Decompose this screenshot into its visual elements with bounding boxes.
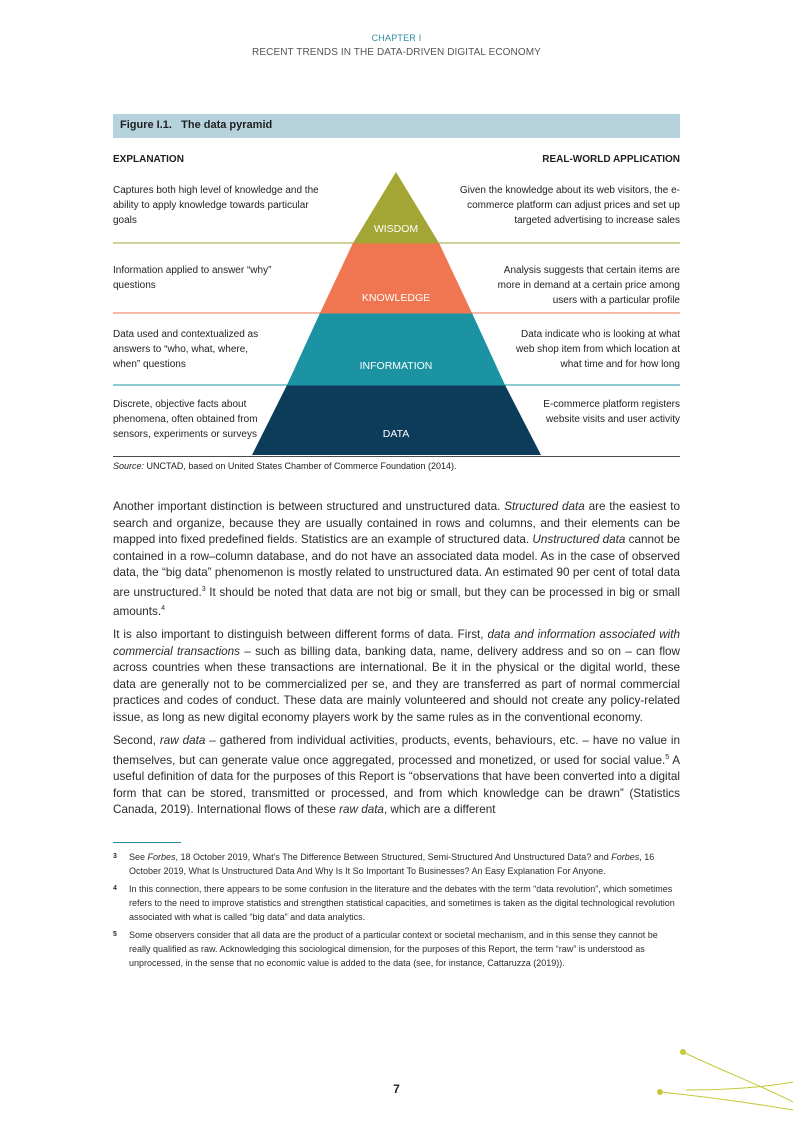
footnote-ref-4: 4 (161, 604, 165, 612)
explanation-data: Discrete, objective facts about phenomena, often obtained from sensors, experiments or surveys (113, 399, 258, 440)
chapter-title: RECENT TRENDS IN THE DATA-DRIVEN DIGITAL ECONOMY (252, 47, 541, 58)
label-wisdom: WISDOM (373, 223, 419, 235)
paragraph-1: Another important distinction is between structured and unstructured data. Structured data are the easiest to search and organize, because they are usually contained in rows and columns, and their elements can be mapped into fixed predefined fields. Statistics are an example of structured data. Unstructured data cannot be contained in a row–column database, and do not have an associated data model. As in the case of observed data, the “big data” phenomenon is mostly related to unstructured data. An estimated 90 per cent of total data are unstructured.$^3$ It should be noted that data are not big or small, but they can be processed in big or small amounts.$^4$ (113, 500, 680, 618)
figure-source: Source: UNCTAD, based on United States Chamber of Commerce Foundation (2014). (113, 461, 457, 471)
explanation-wisdom: Captures both high level of knowledge and the ability to apply knowledge towards particular goals (113, 185, 319, 226)
chapter-label: CHAPTER I (371, 33, 422, 43)
application-heading: REAL-WORLD APPLICATION (542, 154, 680, 165)
explanation-information: Data used and contextualized as answers to “who, what, where, when” questions (113, 329, 259, 370)
explanation-knowledge: Information applied to answer “why” questions (113, 265, 272, 291)
paragraph-3: Second, raw data – gathered from individual activities, products, events, behaviours, etc. – have no value in themselves, but can generate value once aggregated, processed and monetized, or used for social value.$^5$ A useful definition of data for the purposes of this Report is “observations that have been converted into a digital form that can be stored, transmitted or processed, and from which knowledge can be drawn” (Statistics Canada, 2019). International flows of these raw data, which are a different (113, 734, 680, 817)
label-knowledge: KNOWLEDGE (361, 292, 431, 304)
footnote-4: 4 In this connection, there appears to be some confusion in the literature and the debates with the term “data revolution”, which sometimes refers to the need to improve statistics and strengthen statistical capacities, and sometimes is taken as the digital technological revolution associated with what is called “big data” and data analytics. (113, 884, 675, 922)
application-information: Data indicate who is looking at what web shop item from which location at what time and for how long (516, 329, 680, 370)
footnote-ref-3: 3 (201, 585, 206, 593)
application-data: E-commerce platform registers website visits and user activity (543, 399, 680, 425)
explanation-heading: EXPLANATION (113, 154, 184, 165)
footnote-5: 5 Some observers consider that all data are the product of a particular context or societal mechanism, and in this sense they cannot be really qualified as raw. Acknowledging this sociological dimension, for the purposes of this Report, the term “raw” is understood as unprocessed, in the sense that no economic value is added to the data (see, for instance, Cattaruzza (2019)). (113, 930, 658, 968)
label-data: DATA (382, 428, 410, 440)
page-number: 7 (393, 1082, 400, 1096)
label-information: INFORMATION (359, 360, 433, 372)
figure-title: The data pyramid (181, 119, 273, 131)
paragraph-2: It is also important to distinguish between different forms of data. First, data and information associated with commercial transactions – such as billing data, banking data, name, delivery address and so on – can flow across countries when these transactions are international. Be it in the physical or the digital world, these data are generally not to be commercialized per se, and they are transferred as part of normal commercial practices and codes of conduct. These data are mainly volunteered and should not create any policy-related issue, as long as new digital economy players work by the same rules as in the conventional economy. (113, 628, 680, 724)
footnote-3: 3 See Forbes, 18 October 2019, What’s The Difference Between Structured, Semi-Structured And Unstructured Data? and Forbes, 16 October 2019, What Is Unstructured Data And Why Is It So Important To Businesses? An Easy Explanation For Anyone. (113, 852, 655, 876)
figure-number: Figure I.1. (120, 119, 172, 131)
application-wisdom: Given the knowledge about its web visitors, the e-commerce platform can adjust prices and set up targeted advertising to increase sales (459, 185, 680, 226)
application-knowledge: Analysis suggests that certain items are more in demand at a certain price among users with a particular profile (497, 265, 680, 306)
footnote-ref-5: 5 (665, 753, 670, 761)
